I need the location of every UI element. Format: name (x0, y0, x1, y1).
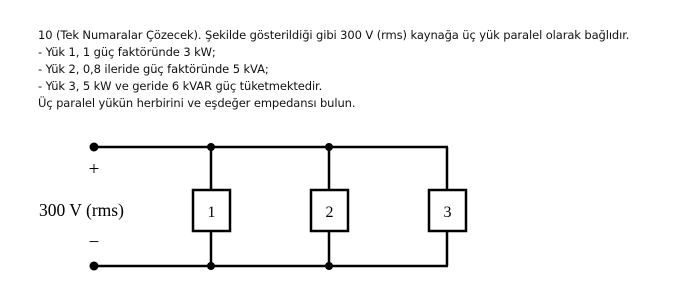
problem-question: Üç paralel yükün herbirini ve eşdeğer empedansı bulun. (38, 96, 356, 110)
positive-terminal (90, 143, 99, 152)
load-2-label: 2 (325, 204, 334, 221)
load-3-spec: - Yük 3, 5 kW ve geride 6 kVAR güç tüketmektedir. (38, 79, 323, 93)
problem-heading: 10 (Tek Numaralar Çözecek). Şekilde gösterildiği gibi 300 V (rms) kaynağa üç yük paralel olarak bağlıdır. (38, 28, 630, 42)
plus-sign: + (88, 159, 100, 180)
minus-sign: − (88, 232, 100, 253)
load-2-spec: - Yük 2, 0,8 ileride güç faktöründe 5 kVA; (38, 62, 269, 76)
load-1-label: 1 (207, 204, 216, 221)
load-3-label: 3 (443, 204, 452, 221)
negative-terminal (90, 262, 99, 271)
load-1-spec: - Yük 1, 1 güç faktöründe 3 kW; (38, 45, 216, 59)
source-label: 300 V (rms) (39, 200, 124, 220)
